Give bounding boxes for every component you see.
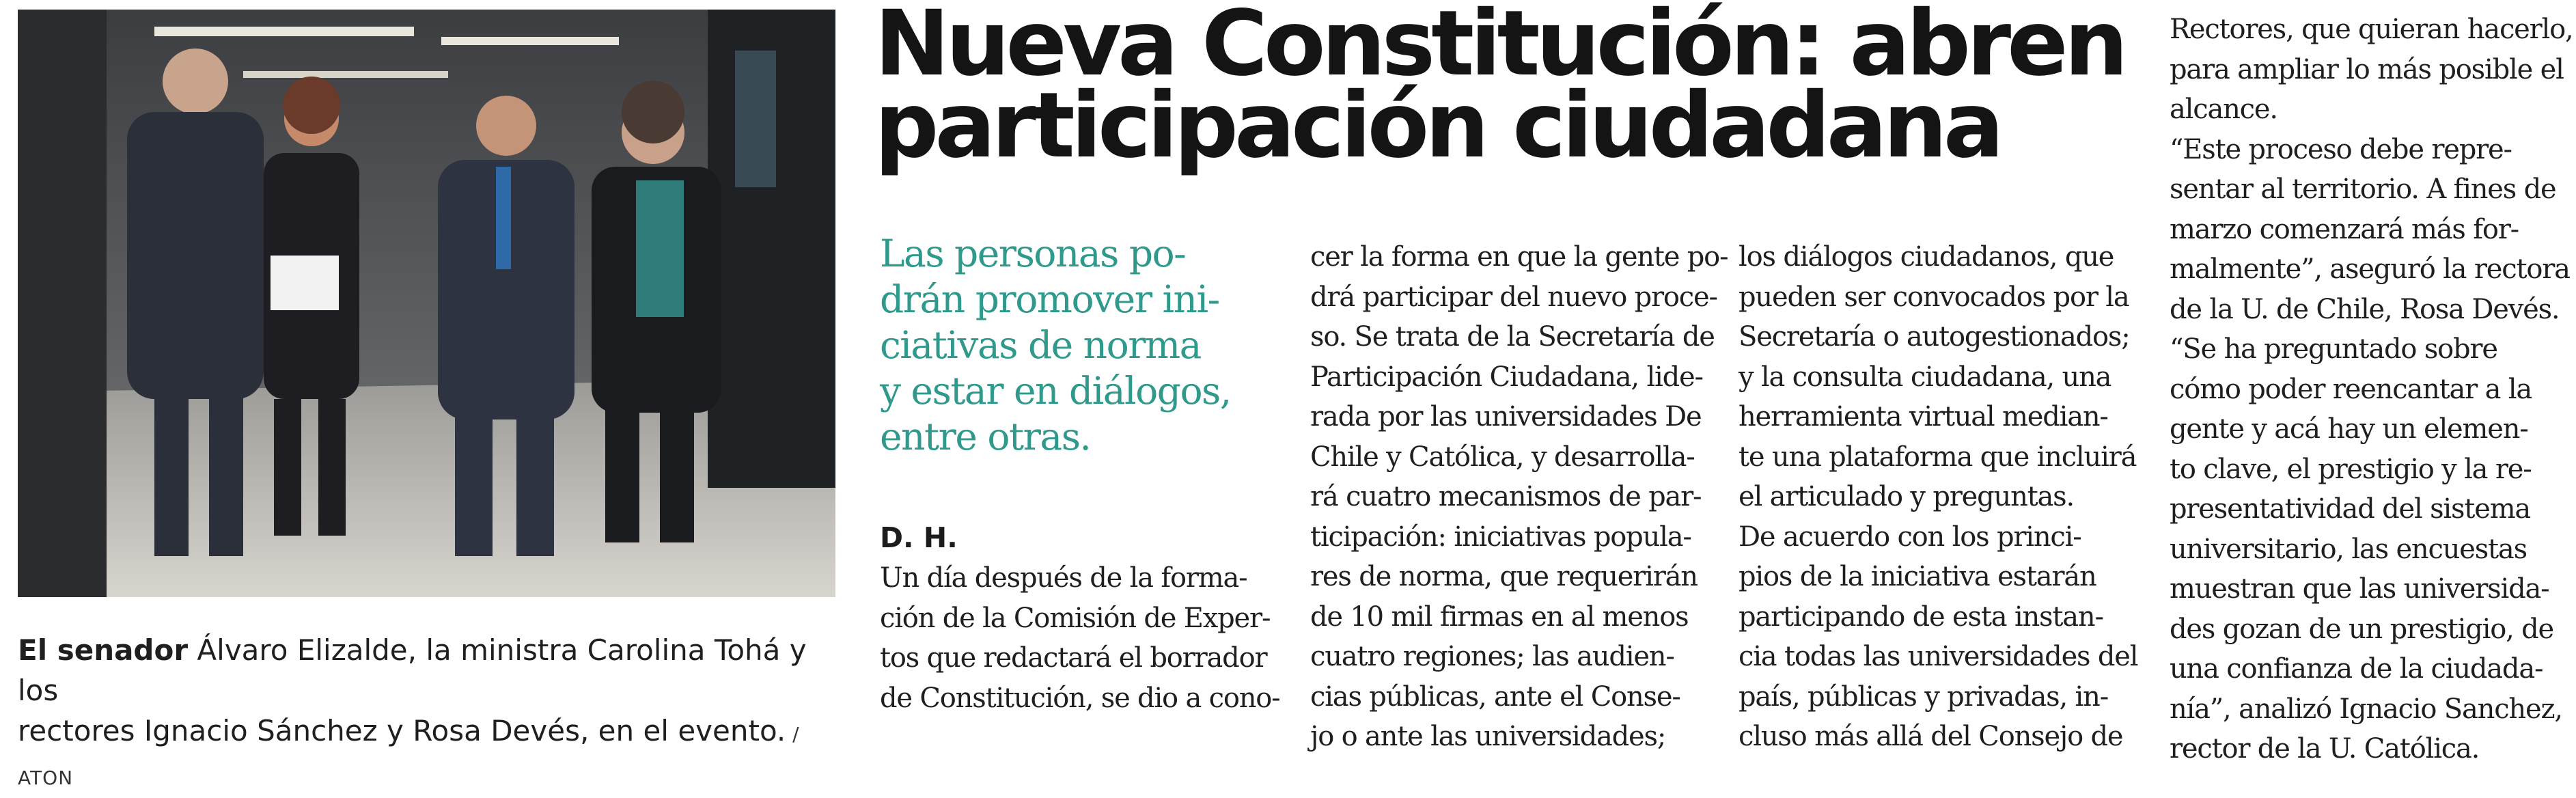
- body-line: “Se ha preguntado sobre: [2170, 333, 2497, 365]
- caption-line-1: Álvaro Elizalde, la ministra Carolina Tohá y los: [18, 633, 807, 707]
- body-line: sentar al territorio. A fines de: [2170, 174, 2556, 205]
- body-line: los diálogos ciudadanos, que: [1739, 241, 2114, 273]
- body-line: Participación Ciudadana, lide-: [1310, 361, 1703, 393]
- body-line: universitario, las encuestas: [2170, 533, 2527, 565]
- body-line: cluso más allá del Consejo de: [1739, 721, 2123, 752]
- article-column-4: [2170, 10, 2573, 769]
- body-line: “Este proceso debe repre-: [2170, 133, 2512, 165]
- body-line: cias públicas, ante el Conse-: [1310, 680, 1680, 713]
- body-line: país, públicas y privadas, in-: [1739, 680, 2109, 713]
- body-line: malmente”, aseguró la rectora: [2170, 253, 2570, 285]
- article-column-3: [1739, 237, 2138, 757]
- headline-line-2: participación ciudadana: [874, 73, 2000, 178]
- body-line: cer la forma en que la gente po-: [1310, 241, 1728, 273]
- body-line: participando de esta instan-: [1739, 601, 2103, 633]
- body-line: y la consulta ciudadana, una: [1739, 361, 2111, 393]
- caption-line-2: rectores Ignacio Sánchez y Rosa Devés, en el evento.: [18, 714, 786, 747]
- deck-line: entre otras.: [880, 415, 1091, 458]
- body-line: rector de la U. Católica.: [2170, 733, 2480, 765]
- body-line: ción de la Comisión de Exper-: [880, 602, 1271, 634]
- body-line: Rectores, que quieran hacerlo,: [2170, 14, 2573, 45]
- body-line: marzo comenzará más for-: [2170, 213, 2519, 245]
- body-line: des gozan de un prestigio, de: [2170, 613, 2554, 645]
- headline: [874, 0, 2124, 178]
- photo-illustration: [18, 10, 835, 597]
- deck-line: ciativas de norma: [880, 323, 1201, 367]
- body-line: cuatro regiones; las audien-: [1310, 641, 1674, 672]
- body-line: pios de la iniciativa estarán: [1739, 561, 2096, 592]
- body-line: Un día después de la forma-: [880, 562, 1247, 594]
- body-line: cia todas las universidades del: [1739, 641, 2138, 672]
- body-line: para ampliar lo más posible el: [2170, 53, 2564, 85]
- body-line: De acuerdo con los princi-: [1739, 521, 2081, 553]
- body-line: pueden ser convocados por la: [1739, 281, 2129, 313]
- body-line: nía”, analizó Ignacio Sanchez,: [2170, 693, 2562, 725]
- body-line: alcance.: [2170, 94, 2277, 125]
- body-line: de la U. de Chile, Rosa Devés.: [2170, 293, 2560, 325]
- byline: D. H.: [880, 521, 958, 554]
- body-line: muestran que las universida-: [2170, 573, 2549, 605]
- body-line: el articulado y preguntas.: [1739, 481, 2075, 512]
- body-line: so. Se trata de la Secretaría de: [1310, 321, 1715, 353]
- body-line: cómo poder reencantar a la: [2170, 373, 2532, 405]
- body-line: jo o ante las universidades;: [1310, 721, 1666, 752]
- body-line: una confianza de la ciudada-: [2170, 653, 2543, 685]
- body-line: Secretaría o autogestionados;: [1739, 321, 2130, 353]
- article-column-1: [880, 558, 1280, 718]
- body-line: Chile y Católica, y desarrolla-: [1310, 441, 1695, 473]
- body-line: res de norma, que requerirán: [1310, 561, 1698, 592]
- caption-lead: El senador: [18, 633, 189, 667]
- body-line: tos que redactará el borrador: [880, 642, 1267, 674]
- photo-caption: [18, 630, 837, 798]
- body-line: de 10 mil firmas en al menos: [1310, 601, 1689, 633]
- body-line: de Constitución, se dio a cono-: [880, 682, 1280, 714]
- deck-line: drán promover ini-: [880, 277, 1219, 321]
- body-line: rá cuatro mecanismos de par-: [1310, 481, 1702, 512]
- body-line: te una plataforma que incluirá: [1739, 441, 2137, 473]
- body-line: drá participar del nuevo proce-: [1310, 281, 1717, 313]
- body-line: rada por las universidades De: [1310, 401, 1702, 432]
- deck-line: Las personas po-: [880, 232, 1186, 275]
- body-line: ticipación: iniciativas popula-: [1310, 521, 1691, 553]
- body-line: gente y acá hay un elemen-: [2170, 413, 2528, 445]
- body-line: to clave, el prestigio y la re-: [2170, 453, 2532, 485]
- deck-subheading: [880, 231, 1262, 460]
- article-column-2: [1310, 237, 1728, 757]
- deck-line: y estar en diálogos,: [880, 369, 1231, 413]
- body-line: herramienta virtual median-: [1739, 401, 2108, 432]
- body-line: presentatividad del sistema: [2170, 493, 2531, 525]
- news-photo: [18, 10, 835, 597]
- photo-credit: / ATON: [18, 723, 800, 789]
- headline-line-1: Nueva Constitución: abren: [874, 0, 2124, 96]
